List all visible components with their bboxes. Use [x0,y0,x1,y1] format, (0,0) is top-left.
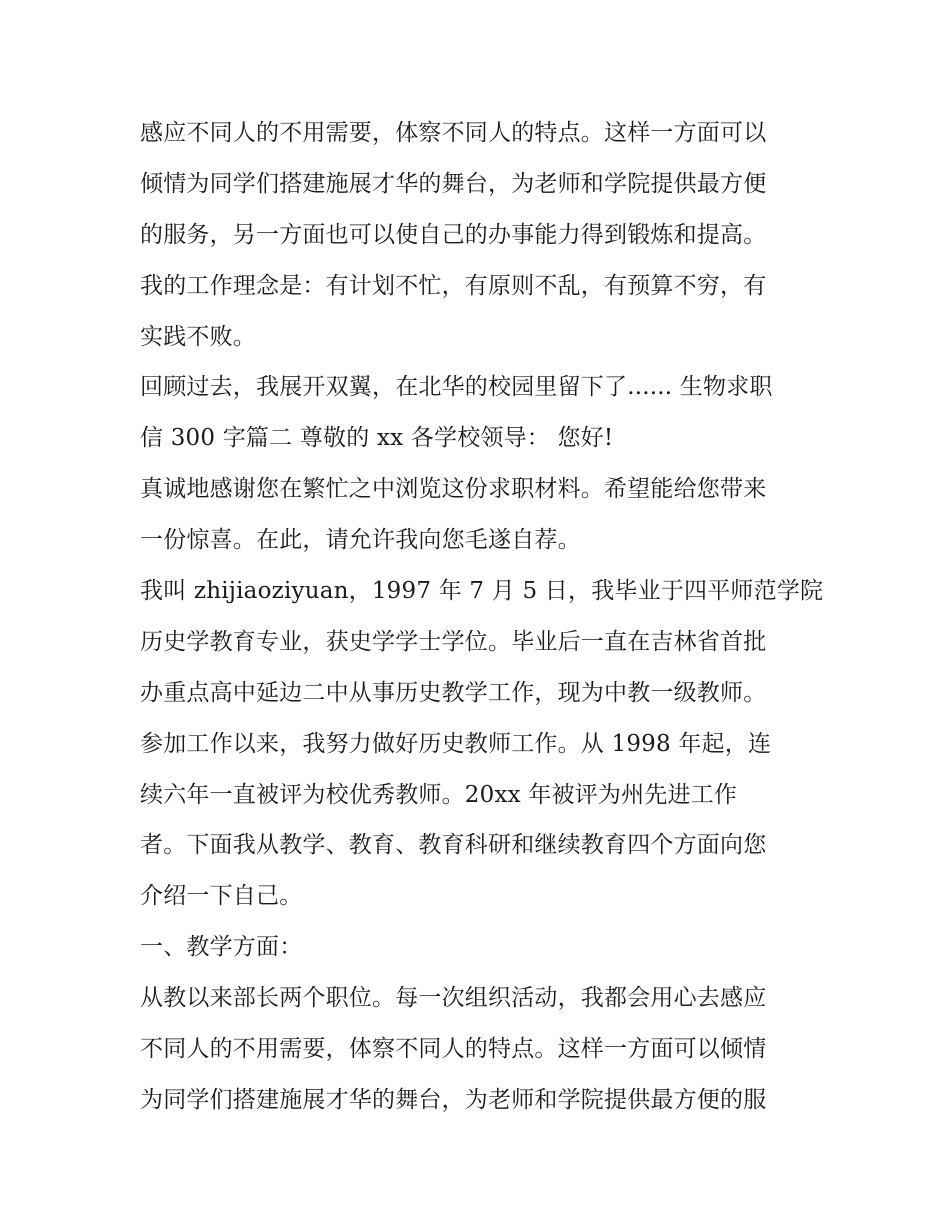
text-line: 我叫 zhijiaoziyuan，1997 年 7 月 5 日，我毕业于四平师范学院 [140,578,824,605]
section-heading: 一、教学方面： [140,934,303,961]
text-line: 者。下面我从教学、教育、教育科研和继续教育四个方面向您 [140,832,767,859]
text-line: 回顾过去，我展开双翼，在北华的校园里留下了...... 生物求职 [140,374,773,401]
text-line: 感应不同人的不用需要，体察不同人的特点。这样一方面可以 [140,120,767,146]
text-line: 为同学们搭建施展才华的舞台，为老师和学院提供最方便的服 [140,1086,767,1113]
text-line: 从教以来部长两个职位。每一次组织活动，我都会用心去感应 [140,985,767,1012]
text-line: 续六年一直被评为校优秀教师。20xx 年被评为州先进工作 [140,781,738,808]
text-line: 真诚地感谢您在繁忙之中浏览这份求职材料。希望能给您带来 [140,476,767,503]
text-line: 介绍一下自己。 [140,883,303,910]
text-line: 历史学教育专业，获史学学士学位。毕业后一直在吉林省首批 [140,628,767,655]
text-line: 我的工作理念是：有计划不忙，有原则不乱，有预算不穷，有 [140,272,767,299]
text-line: 一份惊喜。在此，请允许我向您毛遂自荐。 [140,527,581,554]
document-body [140,108,824,1126]
text-line: 实践不败。 [140,323,256,350]
text-line: 参加工作以来，我努力做好历史教师工作。从 1998 年起，连 [140,730,772,757]
text-line: 不同人的不用需要，体察不同人的特点。这样一方面可以倾情 [140,1036,767,1063]
text-line: 倾情为同学们搭建施展才华的舞台，为老师和学院提供最方便 [140,170,767,197]
text-line: 的服务，另一方面也可以使自己的办事能力得到锻炼和提高。 [140,221,767,248]
text-line: 办重点高中延边二中从事历史教学工作，现为中教一级教师。 [140,679,767,706]
text-line: 信 300 字篇二 尊敬的 xx 各学校领导： 您好! [140,425,614,452]
